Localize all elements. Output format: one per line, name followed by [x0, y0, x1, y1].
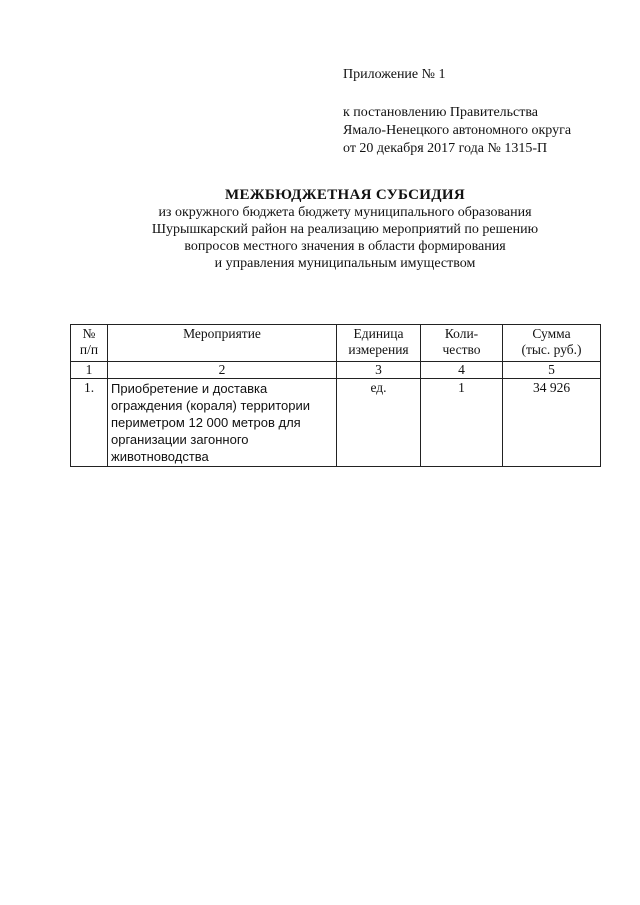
col-header-number	[71, 325, 108, 362]
header-line: чество	[442, 342, 481, 357]
resolution-reference-line: от 20 декабря 2017 года № 1315-П	[343, 141, 548, 156]
col-header-activity	[108, 325, 337, 362]
row-quantity: 1	[421, 379, 503, 467]
row-number: 1.	[71, 379, 108, 467]
column-number-row	[71, 362, 601, 379]
appendix-number: Приложение № 1	[343, 67, 446, 82]
subtitle-line: из окружного бюджета бюджету муниципального образования	[158, 205, 532, 220]
document-title-block	[110, 186, 580, 272]
subsidy-table	[70, 324, 601, 467]
row-unit: ед.	[337, 379, 421, 467]
subtitle-line: Шурышкарский район на реализацию мероприятий по решению	[151, 222, 539, 237]
header-line: п/п	[79, 342, 99, 357]
document-title: МЕЖБЮДЖЕТНАЯ СУБСИДИЯ	[225, 187, 465, 203]
resolution-reference-line: к постановлению Правительства	[343, 105, 539, 120]
activity-line: периметром 12 000 метров для	[111, 415, 301, 430]
col-header-unit	[337, 325, 421, 362]
column-number: 2	[108, 362, 337, 379]
header-line: измерения	[348, 342, 409, 357]
col-header-quantity	[421, 325, 503, 362]
header-line: (тыс. руб.)	[521, 342, 582, 357]
header-line: Мероприятие	[183, 326, 261, 341]
header-line: Сумма	[532, 326, 571, 341]
document-subtitle	[110, 204, 580, 272]
activity-line: Приобретение и доставка	[111, 381, 268, 396]
row-activity	[108, 379, 337, 467]
table-row	[71, 379, 601, 467]
col-header-amount	[503, 325, 601, 362]
header-line: Единица	[353, 326, 404, 341]
header-line: №	[82, 326, 96, 341]
subtitle-line: и управления муниципальным имуществом	[214, 256, 476, 271]
activity-line: организации загонного	[111, 432, 249, 447]
subtitle-line: вопросов местного значения в области формирования	[184, 239, 506, 254]
column-number: 1	[71, 362, 108, 379]
header-line: Коли-	[444, 326, 479, 341]
column-number: 4	[421, 362, 503, 379]
resolution-reference-line: Ямало-Ненецкого автономного округа	[343, 123, 572, 138]
column-number: 5	[503, 362, 601, 379]
resolution-reference	[343, 104, 571, 158]
activity-line: животноводства	[111, 449, 209, 464]
activity-line: ограждения (кораля) территории	[111, 398, 311, 413]
column-number: 3	[337, 362, 421, 379]
row-amount: 34 926	[503, 379, 601, 467]
table-header-row	[71, 325, 601, 362]
